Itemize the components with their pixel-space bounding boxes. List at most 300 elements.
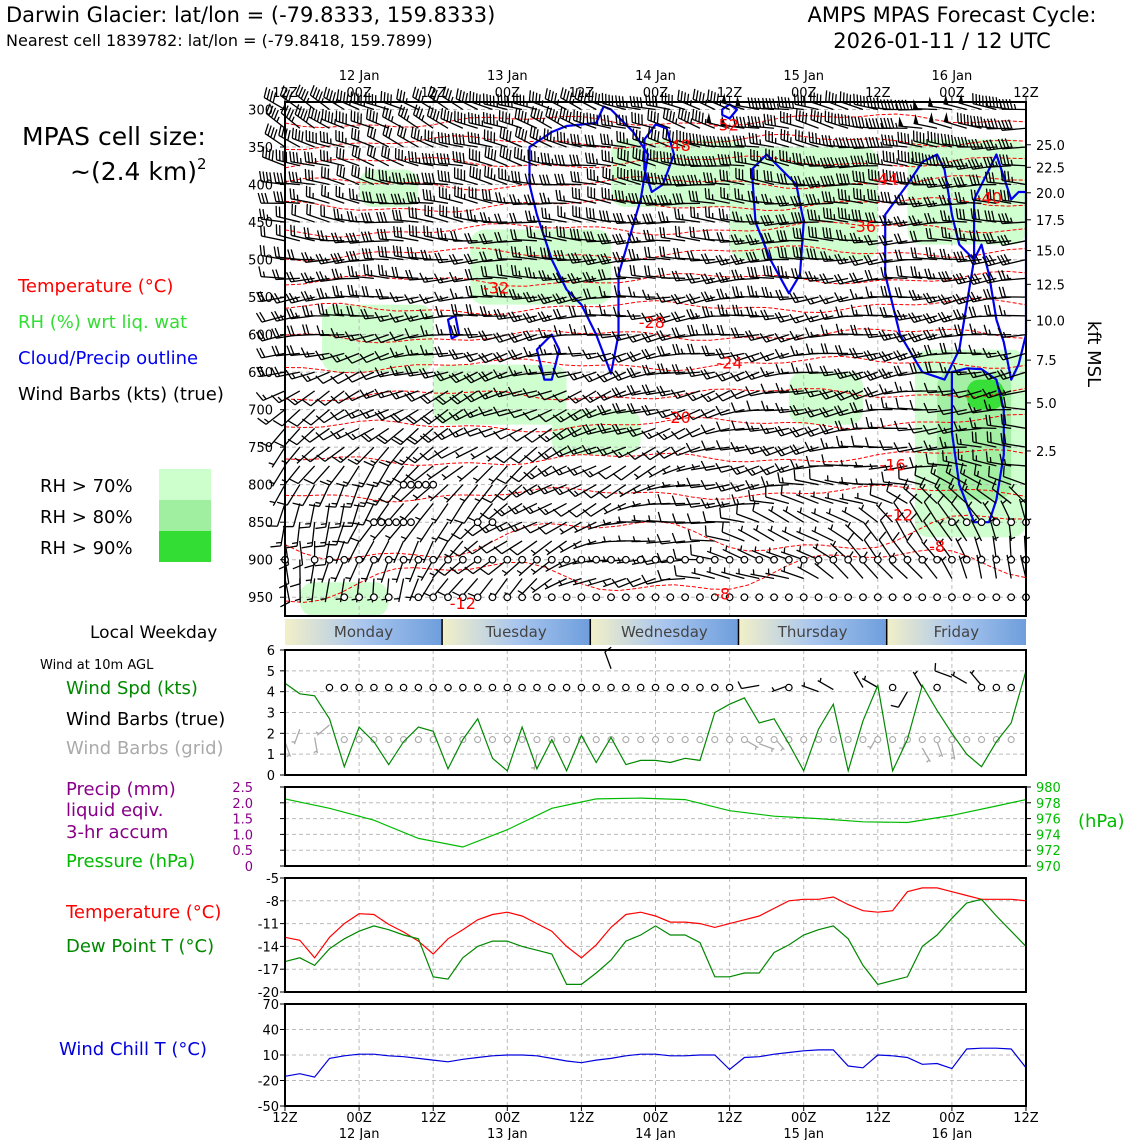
profile-wind-barb: [998, 270, 1026, 280]
barb-full: [455, 304, 457, 314]
barb-full: [433, 154, 435, 164]
barb-full: [318, 304, 320, 314]
barb-full: [384, 229, 386, 239]
barb-full: [678, 90, 679, 100]
profile-wind-barb: [999, 287, 1026, 297]
barb-full: [732, 270, 735, 280]
barb-full: [688, 325, 691, 335]
barb-full: [845, 115, 846, 125]
barb-full: [436, 324, 439, 334]
barb-full: [633, 147, 634, 157]
barb-full: [641, 171, 642, 181]
barb-full: [773, 98, 775, 108]
profile-wind-barb: [438, 170, 463, 184]
barb-full: [1006, 99, 1009, 109]
barb-half: [745, 158, 746, 163]
profile-wind-barb: [781, 129, 804, 147]
barb-full: [392, 496, 401, 501]
barb-full: [779, 290, 783, 300]
barb-full: [332, 269, 335, 279]
barb-full: [991, 432, 992, 442]
barb-full: [382, 170, 383, 180]
barb-half: [519, 271, 520, 276]
barb-full: [482, 189, 483, 199]
profile-wind-barb: [675, 208, 700, 222]
barb-full: [658, 211, 661, 221]
barb-half: [400, 460, 405, 463]
barb-full: [313, 87, 317, 97]
barb-full: [999, 287, 1002, 297]
barb-full: [456, 88, 458, 98]
barb-full: [693, 227, 694, 237]
barb-full: [723, 170, 724, 180]
profile-wind-barb: [731, 328, 759, 338]
forecast-cycle-title: AMPS MPAS Forecast Cycle:: [808, 3, 1097, 27]
barb-full: [367, 145, 369, 155]
barb-half: [300, 178, 301, 183]
barb-shaft: [287, 485, 300, 505]
profile-wind-barb: [881, 418, 908, 428]
barb-full: [740, 117, 742, 127]
barb-full: [1010, 99, 1013, 109]
barb-full: [747, 401, 750, 411]
barb-full: [516, 126, 518, 136]
barb-full: [787, 131, 788, 141]
barb-full: [317, 288, 320, 298]
barb-full: [763, 265, 765, 275]
barb-full: [905, 152, 906, 162]
barb-half: [471, 454, 475, 458]
profile-wind-barb: [306, 186, 329, 203]
barb-full: [781, 266, 783, 276]
barb-full: [769, 98, 771, 108]
barb-half: [589, 471, 593, 475]
barb-full: [738, 189, 739, 199]
barb-full: [699, 111, 700, 121]
barb-half: [841, 311, 843, 316]
barb-half: [366, 413, 369, 417]
profile-wind-barb: [826, 90, 848, 109]
barb-shaft: [352, 391, 374, 401]
barb-full: [316, 89, 320, 99]
barb-full: [523, 487, 530, 495]
barb-full: [558, 155, 560, 165]
barb-shaft: [455, 121, 478, 128]
barb-full: [560, 107, 562, 117]
cell-size-label: MPAS cell size:: [22, 122, 206, 151]
barb-full: [336, 286, 338, 296]
barb-full: [601, 133, 603, 143]
barb-full: [677, 248, 679, 258]
barb-full: [696, 90, 698, 100]
barb-full: [616, 95, 617, 105]
barb-full: [958, 113, 959, 123]
barb-half: [441, 434, 445, 438]
barb-full: [643, 151, 644, 161]
profile-wind-barb: [612, 353, 641, 362]
barb-shaft: [447, 485, 463, 503]
profile-wind-barb: [489, 466, 508, 484]
barb-full: [438, 132, 439, 142]
profile-wind-barb: [865, 270, 893, 280]
barb-full: [702, 113, 703, 123]
barb-full: [306, 324, 309, 334]
profile-wind-barb: [331, 372, 359, 383]
barb-half: [634, 474, 638, 478]
barb-full: [758, 98, 760, 108]
barb-full: [639, 131, 640, 141]
barb-full: [900, 172, 902, 182]
profile-wind-barb: [703, 324, 730, 335]
barb-full: [325, 506, 335, 507]
barb-full: [552, 109, 555, 119]
barb-half: [737, 469, 740, 473]
barb-full: [696, 110, 697, 120]
profile-wind-barb: [348, 285, 374, 297]
barb-full: [322, 109, 323, 119]
barb-half: [335, 119, 336, 124]
barb-shaft: [325, 391, 344, 405]
barb-full: [365, 232, 368, 242]
barb-full: [1003, 287, 1006, 297]
barb-full: [525, 131, 527, 141]
profile-wind-barb: [598, 466, 626, 479]
barb-full: [367, 126, 369, 136]
profile-wind-barb: [422, 173, 448, 185]
barb-full: [910, 363, 913, 373]
barb-full: [642, 365, 646, 375]
barb-full: [465, 269, 468, 279]
barb-full: [630, 265, 632, 275]
barb-full: [881, 192, 883, 202]
barb-full: [577, 155, 579, 165]
barb-half: [519, 252, 520, 257]
barb-half: [341, 291, 342, 296]
barb-full: [631, 169, 632, 179]
barb-half: [396, 393, 399, 397]
barb-half: [767, 481, 769, 486]
profile-wind-barb: [304, 466, 329, 484]
profile-wind-barb: [435, 292, 463, 301]
profile-wind-barb: [307, 204, 330, 222]
barb-full: [297, 152, 298, 162]
barb-full: [543, 193, 546, 203]
barb-full: [676, 271, 680, 281]
profile-wind-barb: [434, 428, 462, 439]
barb-full: [972, 431, 973, 441]
barb-full: [590, 113, 591, 123]
barb-full: [795, 268, 798, 278]
barb-half: [548, 198, 549, 203]
page-subtitle: Nearest cell 1839782: lat/lon = (-79.8418, 159.7899): [6, 31, 433, 50]
barb-full: [580, 112, 581, 122]
barb-half: [756, 291, 757, 296]
barb-half: [711, 311, 713, 316]
barb-full: [679, 226, 680, 236]
profile-wind-barb: [423, 189, 448, 203]
barb-full: [468, 132, 469, 142]
profile-wind-barb: [645, 265, 671, 278]
barb-full: [851, 325, 854, 335]
profile-wind-barb: [348, 447, 374, 464]
barb-full: [448, 172, 449, 182]
barb-full: [857, 189, 858, 199]
barb-full: [308, 152, 309, 162]
barb-full: [600, 210, 602, 220]
barb-full: [846, 137, 849, 147]
barb-shaft: [336, 485, 345, 507]
barb-full: [670, 111, 672, 121]
barb-half: [626, 196, 627, 201]
barb-full: [886, 151, 887, 161]
barb-full: [355, 129, 356, 139]
barb-full: [281, 192, 283, 202]
barb-full: [592, 135, 594, 145]
barb-full: [748, 286, 750, 296]
profile-wind-barb: [456, 88, 477, 109]
barb-full: [563, 109, 565, 119]
barb-full: [708, 90, 709, 100]
barb-full: [776, 290, 780, 300]
barb-full: [377, 229, 379, 239]
profile-wind-barb: [612, 388, 641, 398]
profile-wind-barb: [290, 188, 315, 203]
barb-half: [455, 276, 457, 281]
barb-full: [413, 87, 416, 97]
barb-full: [433, 109, 436, 119]
barb-full: [551, 91, 553, 101]
barb-full: [586, 207, 587, 217]
barb-full: [881, 267, 883, 277]
barb-full: [314, 110, 316, 120]
barb-full: [343, 92, 344, 102]
barb-full: [265, 124, 268, 134]
barb-full: [365, 213, 368, 223]
profile-wind-barb: [276, 206, 300, 222]
profile-wind-barb: [555, 174, 582, 185]
profile-wind-barb: [495, 447, 522, 463]
barb-full: [901, 132, 902, 142]
barb-half: [900, 386, 902, 391]
profile-wind-barb: [302, 428, 330, 442]
barb-full: [657, 346, 661, 356]
barb-full: [888, 192, 890, 202]
profile-wind-barb: [392, 428, 419, 444]
barb-full: [812, 132, 813, 142]
barb-full: [485, 146, 486, 156]
barb-full: [444, 154, 446, 164]
barb-shaft: [839, 297, 863, 302]
barb-full: [806, 456, 809, 466]
profile-wind-barb: [571, 171, 596, 184]
barb-full: [817, 112, 818, 122]
barb-full: [648, 127, 649, 137]
barb-half: [445, 234, 446, 239]
barb-full: [340, 91, 341, 101]
barb-full: [396, 267, 398, 277]
barb-full: [638, 170, 639, 180]
barb-full: [850, 95, 851, 105]
profile-wind-barb: [648, 466, 670, 477]
profile-wind-barb: [673, 344, 700, 354]
profile-wind-barb: [672, 327, 700, 337]
barb-full: [593, 209, 594, 219]
barb-full: [600, 304, 602, 314]
barb-half: [306, 117, 308, 122]
barb-full: [569, 324, 572, 334]
barb-full: [368, 213, 371, 223]
barb-full: [385, 247, 386, 257]
barb-half: [263, 395, 266, 399]
barb-shaft: [263, 391, 285, 401]
barb-half: [811, 348, 812, 353]
barb-full: [281, 173, 283, 183]
barb-full: [340, 148, 341, 158]
profile-wind-barb: [821, 343, 848, 353]
profile-wind-barb: [955, 325, 982, 335]
barb-full: [774, 116, 775, 126]
barb-full: [809, 132, 810, 142]
barb-full: [278, 247, 280, 257]
profile-wind-barb: [613, 252, 641, 262]
profile-wind-barb: [810, 469, 834, 485]
profile-wind-barb: [453, 151, 478, 166]
barb-full: [510, 213, 513, 223]
profile-wind-barb: [585, 304, 611, 316]
profile-wind-barb: [586, 153, 611, 166]
barb-half: [373, 482, 378, 483]
barb-full: [976, 432, 977, 442]
profile-wind-barb: [953, 309, 981, 319]
barb-full: [397, 246, 398, 256]
barb-full: [860, 95, 861, 105]
profile-wind-barb: [467, 209, 493, 222]
barb-half: [457, 476, 462, 479]
profile-wind-barb: [332, 269, 359, 279]
barb-full: [634, 265, 636, 275]
barb-shaft: [958, 123, 981, 128]
barb-full: [293, 152, 294, 162]
barb-full: [441, 228, 443, 238]
barb-shaft: [519, 466, 537, 482]
barb-full: [267, 89, 270, 99]
profile-wind-barb: [508, 350, 537, 360]
barb-half: [589, 309, 590, 314]
barb-full: [401, 127, 404, 137]
profile-wind-barb: [761, 310, 789, 320]
barb-full: [393, 245, 394, 255]
barb-full: [838, 114, 839, 124]
legend-temperature: Temperature (°C): [17, 276, 173, 297]
profile-wind-barb: [879, 384, 907, 394]
barb-half: [726, 310, 727, 315]
barb-full: [499, 192, 502, 202]
barb-half: [648, 294, 650, 299]
barb-full: [333, 286, 335, 296]
barb-full: [371, 127, 373, 137]
barb-full: [391, 94, 392, 104]
barb-full: [554, 325, 557, 335]
profile-wind-barb: [583, 485, 611, 498]
barb-full: [404, 128, 407, 138]
barb-full: [699, 92, 701, 102]
barb-full: [426, 153, 428, 163]
profile-wind-barb: [514, 147, 536, 166]
barb-full: [389, 110, 391, 120]
barb-full: [404, 109, 407, 119]
barb-full: [760, 466, 766, 474]
barb-shaft: [365, 296, 389, 297]
barb-full: [647, 230, 650, 240]
profile-wind-barb: [867, 153, 893, 166]
profile-wind-barb: [879, 369, 908, 379]
barb-half: [693, 395, 696, 399]
barb-full: [693, 89, 695, 99]
barb-half: [460, 499, 465, 501]
barb-half: [552, 159, 553, 164]
barb-full: [473, 167, 474, 177]
barb-full: [308, 106, 310, 116]
barb-full: [396, 210, 398, 220]
barb-full: [385, 147, 386, 157]
barb-full: [325, 110, 326, 120]
barb-full: [672, 328, 676, 338]
barb-full: [938, 133, 939, 143]
barb-full: [529, 90, 530, 100]
barb-full: [475, 133, 476, 143]
profile-wind-barb: [687, 309, 715, 319]
barb-flag: [706, 113, 711, 124]
barb-full: [476, 168, 477, 178]
profile-wind-barb: [983, 272, 1011, 283]
profile-wind-barb: [484, 112, 508, 128]
profile-wind-barb: [658, 211, 685, 222]
barb-shaft: [362, 466, 374, 487]
barb-full: [524, 112, 526, 122]
barb-full: [273, 420, 282, 425]
barb-full: [597, 392, 604, 400]
barb-full: [546, 175, 549, 185]
barb-half: [269, 463, 274, 465]
barb-full: [279, 125, 281, 135]
barb-full: [378, 246, 379, 256]
profile-wind-barb: [881, 286, 907, 297]
barb-half: [441, 329, 442, 334]
barb-full: [524, 347, 528, 357]
legend-rh90-label: RH > 90%: [40, 538, 133, 559]
barb-full: [544, 153, 546, 163]
barb-full: [445, 171, 446, 181]
barb-full: [764, 114, 765, 124]
barb-full: [521, 149, 522, 159]
barb-half: [949, 233, 950, 238]
barb-shaft: [311, 410, 329, 425]
barb-full: [376, 113, 377, 123]
profile-wind-barb: [392, 267, 418, 279]
barb-full: [533, 92, 534, 102]
profile-wind-barb: [866, 437, 893, 447]
barb-full: [392, 478, 401, 483]
barb-full: [814, 110, 815, 120]
barb-full: [352, 266, 354, 276]
barb-flag: [913, 99, 918, 109]
barb-full: [271, 127, 274, 137]
barb-full: [488, 167, 489, 177]
barb-full: [569, 306, 572, 316]
barb-full: [436, 111, 439, 121]
profile-wind-barb: [509, 485, 537, 497]
barb-full: [987, 431, 988, 441]
